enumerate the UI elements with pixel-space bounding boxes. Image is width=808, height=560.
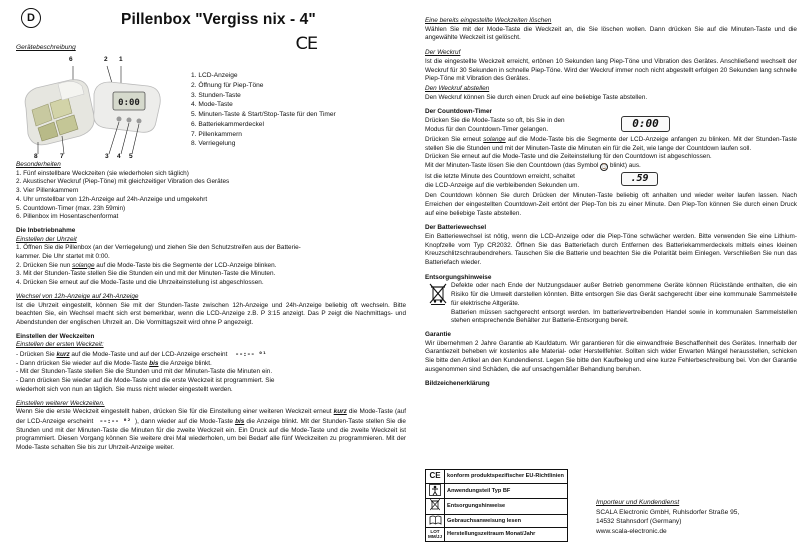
disposal-block bbox=[425, 282, 797, 326]
parts-list-item: 4. Mode-Taste bbox=[191, 101, 233, 109]
countdown-text-1: Drücken Sie erneut solange auf die Mode-Taste bis die Segmente der LCD-Anzeige anfangen zu blinken. Mit der Stunden-Taste stellen Sie die Stunden und mit der Minuten-Taste die Minuten ein für die Zeit, wie lange der Countdown laufen soll. bbox=[425, 136, 797, 152]
countdown-intro-line: Drücken Sie die Mode-Taste so oft, bis Sie in den bbox=[425, 117, 565, 125]
callout-8: 8 bbox=[34, 153, 38, 160]
parts-list-item: 1. LCD-Anzeige bbox=[191, 72, 238, 79]
parts-list-item: 6. Batteriekammerdeckel bbox=[191, 120, 264, 128]
disposal-heading: Entsorgungshinweise bbox=[425, 273, 492, 281]
callout-5: 5 bbox=[129, 153, 133, 160]
parts-list-item: 3. Stunden-Taste bbox=[191, 91, 241, 99]
delete-alarm-text: Wählen Sie mit der Mode-Taste die Weckzeit an, die Sie löschen wollen. Dann drücken Sie auf die Minuten-Taste und die angewählte Weckzeit ist gelöscht. bbox=[425, 25, 797, 42]
stop-wake-heading: Den Weckruf abstellen bbox=[425, 84, 490, 92]
callout-2: 2 bbox=[104, 56, 108, 63]
alarms-heading: Einstellen der Weckzeiten bbox=[16, 332, 95, 340]
country-code-badge: D bbox=[21, 8, 41, 28]
table-row bbox=[426, 483, 568, 499]
last-minute-intro bbox=[425, 173, 797, 192]
symbols-heading: Bildzeichenerklärung bbox=[425, 379, 490, 387]
alarm-step: - Dann drücken Sie wieder auf die Mode-Taste bis die Anzeige blinkt. bbox=[16, 359, 212, 367]
battery-text: Ein Batteriewechsel ist nötig, wenn die LCD-Anzeige oder die Piep-Töne schwächer werden. Bitte verwenden Sie eine Lithium-Knopfzelle vom Typ CR2032. Öffnen Sie das Batteriefach durch Entfernen des Batteriekammerdeckels mittels eines kleinen Kreuzschlitzschraubendrehers. Tauschen Sie die Batterie und beachten Sie die Polarität beim Einlegen. Verschließen Sie nun das Batteriefach wieder. bbox=[425, 232, 797, 267]
symbol-label: konform produktspezifischer EU-Richtlinien bbox=[445, 470, 568, 484]
parts-list-item: 5. Minuten-Taste & Start/Stop-Taste für den Timer bbox=[191, 111, 336, 118]
alarm-step: - Drücken Sie kurz auf die Mode-Taste und auf der LCD-Anzeige erscheint --:-- ⁰¹ bbox=[16, 350, 267, 359]
symbol-label: Gebrauchsanweisung lesen bbox=[445, 514, 568, 528]
importer-line: SCALA Electronic GmbH, Ruhlsdorfer Straße 95, bbox=[596, 508, 740, 516]
feature-item: 6. Pillenbox im Hosentaschenformat bbox=[16, 213, 119, 221]
countdown-text-2: Drücken Sie erneut auf die Mode-Taste und die Zeiteinstellung für den Countdown ist abgeschlossen. bbox=[425, 153, 712, 161]
clock-step: 4. Drücken Sie erneut auf die Mode-Taste und die Uhrzeiteinstellung ist abgeschlossen. bbox=[16, 279, 264, 287]
stop-wake-text: Den Weckruf können Sie durch einen Druck auf eine beliebige Taste abstellen. bbox=[425, 93, 648, 101]
symbol-label: Herstellungszeitraum Monat/Jahr bbox=[445, 528, 568, 542]
bin-symbol-icon bbox=[426, 499, 445, 515]
clock-step: 3. Mit der Stunden-Taste stellen Sie die Stunden ein und mit der Minuten-Taste die Minuten. bbox=[16, 270, 276, 278]
features-heading: Besonderheiten bbox=[16, 161, 61, 168]
first-alarm-steps bbox=[16, 350, 406, 395]
right-column bbox=[425, 17, 797, 388]
table-row bbox=[426, 528, 568, 542]
countdown-text-4: Den Countdown können Sie durch Drücken der Minuten-Taste beliebig oft anhalten und wieder weiter laufen lassen. Nach Erreichen der eingestellten Countdown-Zeit ertönt der Piep-Ton bis zu einer Minute. Den Piep-Ton können Sie durch einen Druck auf eine beliebige Taste abstellen. bbox=[425, 192, 797, 217]
table-row bbox=[426, 499, 568, 515]
alarm1-readout: --:-- ⁰¹ bbox=[235, 350, 267, 359]
symbol-label: Anwendungsteil Typ BF bbox=[445, 483, 568, 499]
parts-list-item: 8. Verriegelung bbox=[191, 140, 236, 148]
ce-mark-logo: CE bbox=[295, 34, 318, 54]
battery-heading: Der Batteriewechsel bbox=[425, 224, 487, 232]
clock-step: 2. Drücken Sie nun solange auf die Mode-Taste bis die Segmente der LCD-Anzeige blinken. bbox=[16, 261, 277, 269]
feature-item: 4. Uhr umstellbar von 12h-Anzeige auf 24h-Anzeige und umgekehrt bbox=[16, 195, 208, 203]
ce-symbol-icon: CE bbox=[426, 470, 445, 484]
callout-3: 3 bbox=[105, 153, 109, 160]
countdown-lcd-readout: 0:00 bbox=[632, 117, 659, 131]
callout-7: 7 bbox=[60, 153, 64, 160]
timer-icon: ⌚ bbox=[601, 164, 608, 171]
importer-block bbox=[596, 498, 739, 536]
alarm-step: - Mit der Stunden-Taste stellen Sie die Stunden und mit der Minuten-Taste die Minuten ein. bbox=[16, 368, 273, 376]
countdown-intro bbox=[425, 117, 797, 136]
disposal-text-2: Batterien müssen sachgerecht entsorgt werden. Im batterievertreibenden Handel sowie in kommunalen Sammelstellen stehen entsprechende Behälter zur Batterie-Entsorgung bereit. bbox=[451, 308, 797, 325]
features-list bbox=[16, 170, 406, 222]
seconds-lcd bbox=[621, 172, 658, 186]
more-alarms-text: Wenn Sie die erste Weckzeit eingestellt haben, drücken Sie für die Einstellung einer weiteren Weckzeit erneut kurz die Mode-Taste (auf der LCD-Anzeige erscheint --:-- ⁰² ), dann wieder auf die Mode-Taste bis die Anzeige blinkt. Mit der Stunden-Taste stellen Sie die Stunden und mit der Minuten-Taste die Minuten für die zweite Weckzeit ein. Ein Druck auf die Mode-Taste und die zweite Weckzeit ist programmiert. Diesen Vorgang können Sie weitere drei Mal wiederholen, um bei Bedarf alle fünf Weckzeiten zu programmieren. Mit der Mode-Taste schalten Sie bis zur Uhrzeit-Anzeige weiter. bbox=[16, 408, 406, 452]
warranty-text: Wir übernehmen 2 Jahre Garantie ab Kaufdatum. Wir garantieren für die einwandfreie Beschaffenheit des Gerätes. Innerhalb der Garantiezeit beheben wir kostenlos alle Material- oder Herstellfehler. Sollten sich wider Erwarten Mängel herausstellen, schicken Sie bitte den Artikel an den Kundendienst. Legen Sie bitte den Kaufbeleg und eine kurze Fehlerbeschreibung bei. Von der Garantie ausgenommen sind Schäden, die auf unsachgemäßer Behandlung beruhen. bbox=[425, 339, 797, 373]
importer-website-link[interactable]: www.scala-electronic.de bbox=[596, 527, 667, 535]
left-column bbox=[16, 161, 406, 453]
parts-list-item: 7. Pillenkammern bbox=[191, 130, 242, 138]
parts-list bbox=[191, 71, 336, 149]
crossed-bin-icon bbox=[429, 283, 447, 305]
callout-1: 1 bbox=[119, 56, 123, 63]
feature-item: 3. Vier Pillenkammern bbox=[16, 187, 79, 195]
callout-6: 6 bbox=[69, 56, 73, 63]
page-title: Pillenbox "Vergiss nix - 4" bbox=[121, 11, 316, 28]
countdown-heading: Der Countdown-Timer bbox=[425, 108, 492, 116]
bf-person-icon bbox=[426, 483, 445, 499]
callout-4: 4 bbox=[117, 153, 121, 160]
table-row bbox=[426, 514, 568, 528]
clock-step: 1. Öffnen Sie die Pillenbox (an der Verriegelung) und ziehen Sie den Schutzstreifen aus der Batterie- kammer. Die Uhr startet mit 0:00. bbox=[16, 244, 301, 261]
clock-setting-heading: Einstellen der Uhrzeit bbox=[16, 235, 77, 243]
lot-symbol-icon: LOT MM/JJ bbox=[426, 528, 445, 542]
pillbox-drawing bbox=[18, 64, 168, 158]
first-alarm-heading: Einstellen der ersten Weckzeit: bbox=[16, 341, 104, 349]
seconds-lcd-readout: .59 bbox=[630, 173, 649, 185]
feature-item: 1. Fünf einstellbare Weckzeiten (sie wiederholen sich täglich) bbox=[16, 169, 189, 177]
feature-item: 5. Countdown-Timer (max. 23h 59min) bbox=[16, 204, 126, 212]
disposal-text: Defekte oder nach Ende der Nutzungsdauer außer Betrieb genommene Geräte können Rückstände enthalten, die ein Risiko für die Umwelt darstellen könnten. Bitte entsorgen Sie das Gerät sachgerecht über eine kommunale Sammelstelle für elektrische Altgeräte. bbox=[451, 282, 797, 307]
feature-item: 2. Akustischer Weckruf (Piep-Töne) mit gleichzeitiger Vibration des Gerätes bbox=[16, 178, 230, 186]
device-description-heading: Gerätebeschreibung bbox=[16, 44, 76, 51]
delete-alarm-heading: Eine bereits eingestellte Weckzeiten löschen bbox=[425, 17, 552, 24]
last-minute-line: Ist die letzte Minute des Countdown erreicht, schaltet bbox=[425, 173, 575, 181]
importer-heading: Importeur und Kundendienst bbox=[596, 499, 680, 506]
setup-heading: Die Inbetriebnahme bbox=[16, 226, 76, 234]
importer-line: 14532 Stahnsdorf (Germany) bbox=[596, 518, 682, 526]
symbol-label: Entsorgungshinweise bbox=[445, 499, 568, 515]
mode-change-heading: Wechsel von 12h-Anzeige auf 24h-Anzeige bbox=[16, 292, 139, 300]
clock-steps bbox=[16, 244, 406, 288]
mode-change-text: Ist die Uhrzeit eingestellt, können Sie mit der Stunden-Taste zwischen 12h-Anzeige und 24h-Anzeige beliebig oft wechseln. Bitte beachten Sie, ein Wechsel macht sich erst bemerkbar, wenn die LCD-Anzeige z.B. P 3:15 anzeigt. Das P zeigt die Nachmittags- und Abendstunden der englischen Uhrzeit an. Die Vormittagszeit wird ohne P angezeigt. bbox=[16, 301, 406, 326]
more-alarms-heading: Einstellen weiterer Weckzeiten. bbox=[16, 399, 105, 407]
wake-call-heading: Der Weckruf bbox=[425, 49, 461, 57]
book-symbol-icon bbox=[426, 514, 445, 528]
countdown-lcd bbox=[621, 116, 670, 132]
countdown-intro-line: Modus für den Countdown-Timer gelangen. bbox=[425, 125, 549, 133]
device-illustration bbox=[18, 56, 168, 160]
alarm2-readout: --:-- ⁰² bbox=[99, 416, 131, 425]
countdown-text-3: Mit der Minuten-Taste lösen Sie den Countdown (das Symbol ⌚ blinkt) aus. bbox=[425, 162, 641, 171]
device-lcd-readout: 0:00 bbox=[118, 98, 140, 108]
wake-call-text: Ist die eingestellte Weckzeit erreicht, ertönen 10 Sekunden lang Piep-Töne und Vibration des Gerätes. Anschließend wechselt der Weckruf für 30 Sekunden in schnelle Piep-Töne. Wird der Weckruf immer noch nicht abgestellt erfolgen 20 Sekunden lang schnelle Piep-Töne mit Vibration des Gerätes. bbox=[425, 57, 797, 83]
parts-list-item: 2. Öffnung für Piep-Töne bbox=[191, 81, 264, 89]
last-minute-line: die LCD-Anzeige auf die verbleibenden Sekunden um. bbox=[425, 181, 580, 189]
alarm-step: - Dann drücken Sie wieder auf die Mode-Taste und die erste Weckzeit ist programmiert. Sie wiederholt sich von nun an täglich. Sie muss nicht wieder eingestellt werden. bbox=[16, 377, 275, 393]
symbols-table bbox=[425, 469, 568, 542]
warranty-heading: Garantie bbox=[425, 330, 451, 338]
table-row bbox=[426, 470, 568, 484]
